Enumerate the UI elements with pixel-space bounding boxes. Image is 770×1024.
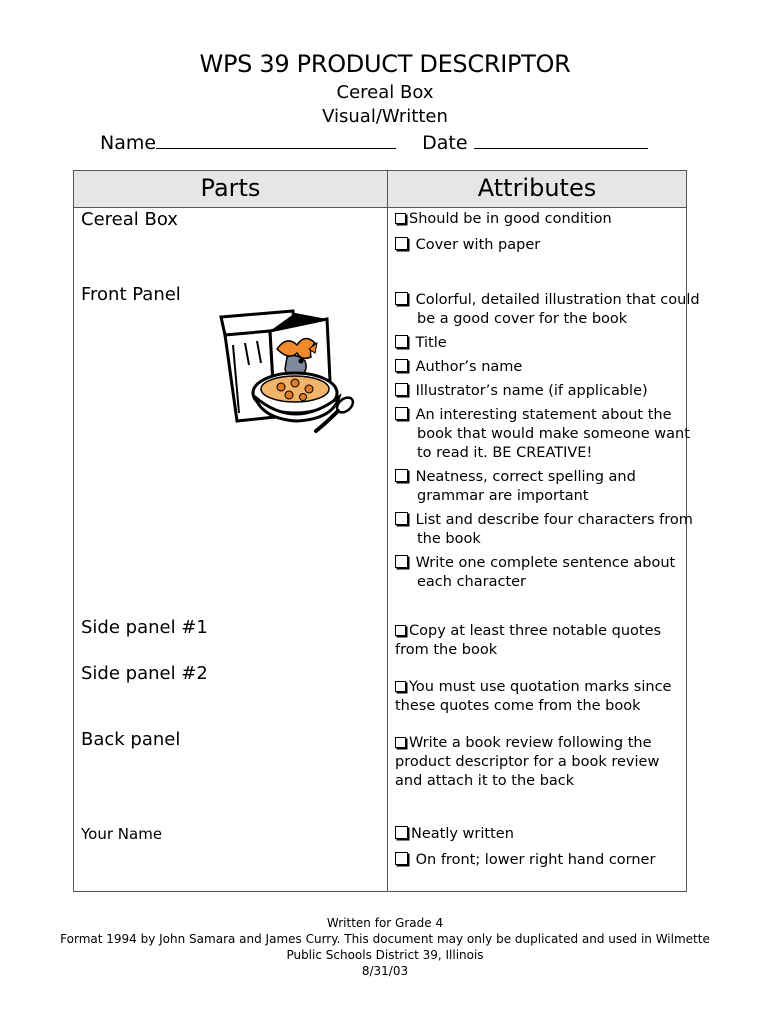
attr-side-panel-2: You must use quotation marks since these quotes come from the book [395,679,672,714]
part-side-panel-1: Side panel #1 [81,617,208,638]
name-label: Name [100,132,157,154]
checkbox-icon[interactable] [395,213,406,224]
attr-cereal-box-1: Should be in good condition [395,210,683,229]
attr-back-panel: Write a book review following the product descriptor for a book review and attach it to the back [395,735,660,789]
checkbox-icon[interactable] [395,681,406,692]
attr-front-panel-1: Colorful, detailed illustration that could be a good cover for the book [395,291,705,329]
part-cereal-box: Cereal Box [81,209,178,230]
date-blank-line[interactable] [474,130,648,149]
page-title: WPS 39 PRODUCT DESCRIPTOR [199,50,571,78]
attr-front-panel-2: Title [395,334,705,353]
footer-grade: Written for Grade 4 [326,916,444,930]
checkbox-icon[interactable] [395,359,408,372]
checkbox-icon[interactable] [395,335,408,348]
attr-front-panel-6: Neatness, correct spelling and grammar are important [395,468,705,506]
footer-copyright: Format 1994 by John Samara and James Curry. This document may only be duplicated and used in Wilmette [60,932,710,946]
attr-front-panel-7: List and describe four characters from the book [395,511,705,549]
attr-cereal-box-2: Cover with paper [395,236,683,255]
part-front-panel: Front Panel [81,284,181,305]
part-your-name: Your Name [81,825,163,843]
footer-date: 8/31/03 [361,964,409,978]
attr-side-panel-1: Copy at least three notable quotes from the book [395,623,662,658]
attr-front-panel-3: Author’s name [395,358,705,377]
attr-front-panel-5: An interesting statement about the book that would make someone want to read it. BE CREATIVE! [395,406,705,463]
checkbox-icon[interactable] [395,625,406,636]
part-side-panel-2: Side panel #2 [81,663,208,684]
name-date-row [100,130,648,154]
column-header-attributes: Attributes [477,174,597,202]
checkbox-icon[interactable] [395,237,408,250]
checkbox-icon[interactable] [395,852,408,865]
checkbox-icon[interactable] [395,383,408,396]
checkbox-icon[interactable] [395,512,408,525]
page-subtitle-visual-written: Visual/Written [322,106,448,127]
checkbox-icon[interactable] [395,469,408,482]
attr-front-panel-8: Write one complete sentence about each character [395,554,705,592]
attr-your-name-1: Neatly written [395,825,683,844]
name-blank-line[interactable] [156,130,396,149]
date-label: Date [422,132,468,154]
checkbox-icon[interactable] [395,407,408,420]
page-subtitle-cereal-box: Cereal Box [336,82,434,103]
column-divider [387,171,388,891]
checkbox-icon[interactable] [395,737,406,748]
cereal-box-bowl-spoon-clipart [215,305,360,440]
checkbox-icon[interactable] [395,826,408,839]
footer-district: Public Schools District 39, Illinois [286,948,484,962]
column-header-parts: Parts [200,174,261,202]
attr-front-panel-4: Illustrator’s name (if applicable) [395,382,705,401]
checkbox-icon[interactable] [395,555,408,568]
part-back-panel: Back panel [81,729,181,750]
checkbox-icon[interactable] [395,292,408,305]
attr-your-name-2: On front; lower right hand corner [395,851,683,870]
